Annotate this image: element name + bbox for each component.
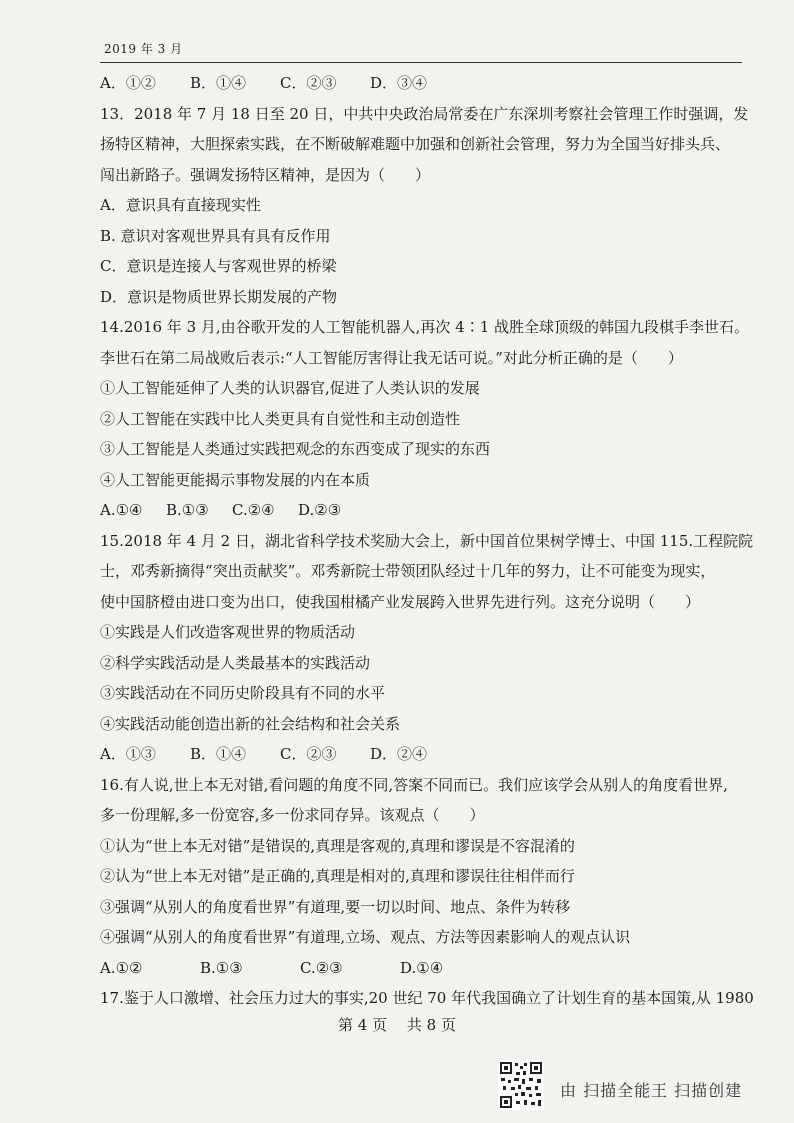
option: B．①④ [190,74,247,92]
option: D.①④ [400,958,444,977]
choice: C．意识是连接人与客观世界的桥梁 [100,257,337,275]
question-text: 使中国脐橙由进口变为出口，使我国柑橘产业发展跨入世界先进行列。这充分说明（ ） [100,592,701,611]
question-text: 17.鉴于人口激增、社会压力过大的事实,20 世纪 70 年代我国确立了计划生育的基本国策,从 1980 [100,989,754,1007]
option: C.②③ [300,958,343,977]
statement: ①实践是人们改造客观世界的物质活动 [100,623,356,641]
choice: D．意识是物质世界长期发展的产物 [100,287,338,306]
question-17 [100,983,760,1014]
question-text: 士，邓秀新摘得“突出贡献奖”。邓秀新院士带领团队经过十几年的努力，让不可能变为现实， [100,562,716,580]
option: B．①④ [190,745,247,763]
option: D．②④ [370,745,428,763]
question-16 [100,770,760,984]
option: B.①③ [166,501,209,519]
option: D.②③ [298,501,342,519]
option: D．③④ [370,74,428,92]
q16-options [100,953,760,984]
header-divider [100,62,742,63]
option: A．①② [100,74,156,92]
question-text: 16.有人说,世上本无对错,看问题的角度不同,答案不同而已。我们应该学会从别人的角度看世界, [100,775,728,794]
question-text: 14.2016 年 3 月,由谷歌开发的人工智能机器人,再次 4∶1 战胜全球顶级的韩国九段棋手李世石。 [100,318,750,336]
choice: B. 意识对客观世界具有具有反作用 [100,226,331,245]
statement: ④强调“从别人的角度看世界”有道理,立场、观点、方法等因素影响人的观点认识 [100,928,631,946]
page-header-date: 2019 年 3 月 [104,42,183,56]
qr-code-icon [498,1060,544,1110]
option: A.①② [100,958,143,977]
choice: A．意识具有直接现实性 [100,196,261,214]
statement: ①认为“世上本无对错”是错误的,真理是客观的,真理和谬误是不容混淆的 [100,836,575,855]
statement: ②人工智能在实践中比人类更具有自觉性和主动创造性 [100,409,461,428]
question-text: 扬特区精神，大胆探索实践，在不断破解难题中加强和创新社会管理，努力为全国当好排头兵、 [100,135,731,153]
option: C．②③ [280,74,337,92]
option: A．①③ [100,745,156,763]
question-text: 15.2018 年 4 月 2 日，湖北省科学技术奖励大会上，新中国首位果树学博士、中国 115.工程院院 [100,531,754,550]
question-text: 李世石在第二局战败后表示:“人工智能厉害得让我无话可说。”对此分析正确的是（ ） [100,348,683,367]
option: A.①④ [100,501,143,519]
statement: ②认为“世上本无对错”是正确的,真理是相对的,真理和谬误往往相伴而行 [100,867,575,885]
q15-options [100,739,760,770]
question-text: 13．2018 年 7 月 18 日至 20 日，中共中央政治局常委在广东深圳考察社会管理工作时强调，发 [100,104,749,123]
question-14 [100,312,760,526]
statement: ①人工智能延伸了人类的认识器官,促进了人类认识的发展 [100,379,480,397]
scanner-watermark: 由 扫描全能王 扫描创建 [560,1081,743,1100]
question-text: 多一份理解,多一份宽容,多一份求同存异。该观点（ ） [100,806,485,824]
statement: ③强调“从别人的角度看世界”有道理,要一切以时间、地点、条件为转移 [100,897,571,916]
exam-content [100,68,760,1014]
statement: ④人工智能更能揭示事物发展的内在本质 [100,470,371,489]
q12-options [100,68,760,99]
option: C．②③ [280,745,337,763]
q14-options [100,495,760,526]
question-15 [100,526,760,770]
question-text: 闯出新路子。强调发扬特区精神，是因为（ ） [100,165,431,184]
statement: ②科学实践活动是人类最基本的实践活动 [100,653,371,672]
question-13 [100,99,760,313]
statement: ④实践活动能创造出新的社会结构和社会关系 [100,714,401,733]
option: C.②④ [232,501,275,519]
statement: ③实践活动在不同历史阶段具有不同的水平 [100,684,386,702]
statement: ③人工智能是人类通过实践把观念的东西变成了现实的东西 [100,440,491,458]
option: B.①③ [200,958,243,977]
page-number: 第 4 页 共 8 页 [338,1016,456,1034]
